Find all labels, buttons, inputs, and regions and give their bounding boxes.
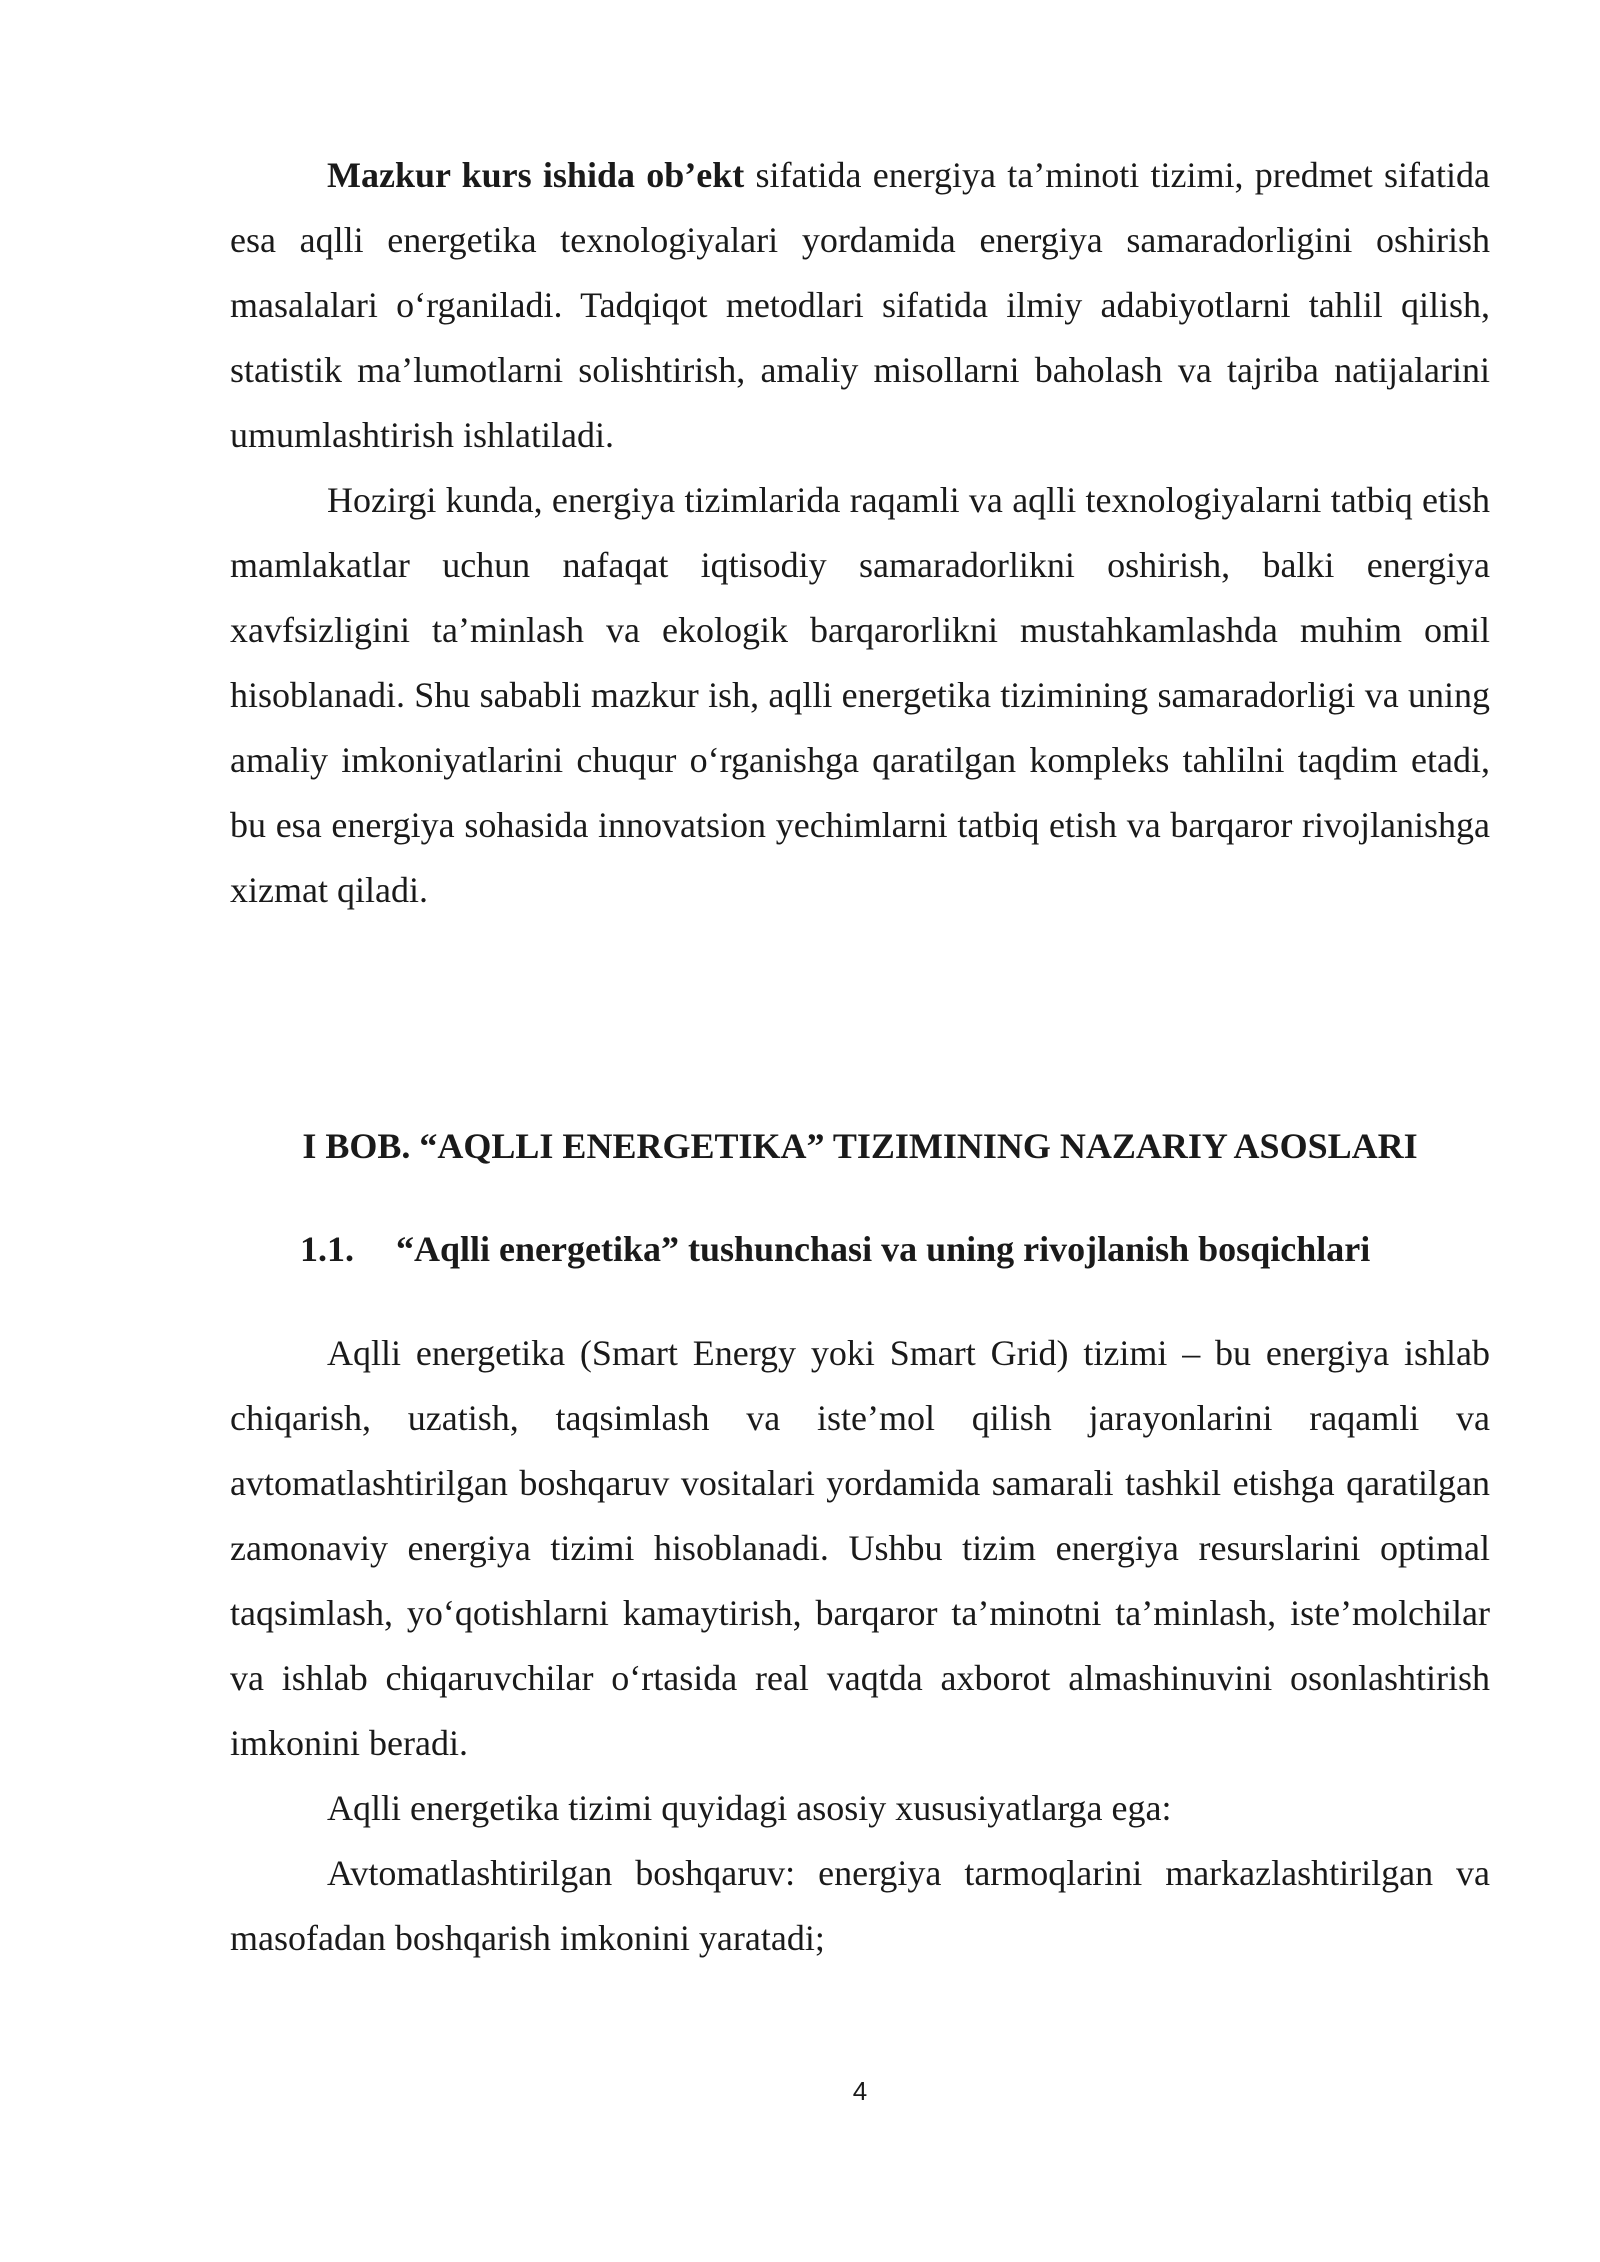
chapter-title: I BOB. “AQLLI ENERGETIKA” TIZIMINING NAZARIY ASOSLARI	[302, 1126, 1418, 1166]
intro-bold-lead: Mazkur kurs ishida ob’ekt	[327, 155, 745, 195]
body-section	[230, 1321, 1490, 1971]
section-title: “Aqlli energetika” tushunchasi va uning rivojlanish bosqichlari	[396, 1229, 1371, 1269]
section-heading	[300, 1221, 1370, 1277]
intro-paragraph-1-text: sifatida energiya ta’minoti tizimi, predmet sifatida esa aqlli energetika texnologiyalari yordamida energiya samaradorligini oshirish masalalari o‘rganiladi. Tadqiqot metodlari sifatida ilmiy adabiyotlarni tahlil qilish, statistik ma’lumotlarni solishtirish, amaliy misollarni baholash va tajriba natijalarini umumlashtirish ishlatiladi.	[230, 155, 1490, 455]
intro-section	[230, 143, 1490, 923]
body-paragraph-3: Avtomatlashtirilgan boshqaruv: energiya tarmoqlarini markazlashtirilgan va masofadan boshqarish imkonini yaratadi;	[230, 1853, 1490, 1958]
intro-paragraph-2: Hozirgi kunda, energiya tizimlarida raqamli va aqlli texnologiyalarni tatbiq etish mamlakatlar uchun nafaqat iqtisodiy samaradorlikni oshirish, balki energiya xavfsizligini ta’minlash va ekologik barqarorlikni mustahkamlashda muhim omil hisoblanadi. Shu sababli mazkur ish, aqlli energetika tizimining samaradorligi va uning amaliy imkoniyatlarini chuqur o‘rganishga qaratilgan kompleks tahlilni taqdim etadi, bu esa energiya sohasida innovatsion yechimlarni tatbiq etish va barqaror rivojlanishga xizmat qiladi.	[230, 480, 1490, 910]
body-paragraph-1: Aqlli energetika (Smart Energy yoki Smart Grid) tizimi – bu energiya ishlab chiqarish, uzatish, taqsimlash va iste’mol qilish jarayonlarini raqamli va avtomatlashtirilgan boshqaruv vositalari yordamida samarali tashkil etishga qaratilgan zamonaviy energiya tizimi hisoblanadi. Ushbu tizim energiya resurslarini optimal taqsimlash, yo‘qotishlarni kamaytirish, barqaror ta’minotni ta’minlash, iste’molchilar va ishlab chiqaruvchilar o‘rtasida real vaqtda axborot almashinuvini osonlashtirish imkonini beradi.	[230, 1333, 1490, 1763]
intro-paragraph-1	[230, 143, 1490, 468]
page-number: 4	[852, 2076, 868, 2106]
body-paragraph-2: Aqlli energetika tizimi quyidagi asosiy xususiyatlarga ega:	[327, 1788, 1172, 1828]
section-number: 1.1.	[300, 1229, 354, 1269]
